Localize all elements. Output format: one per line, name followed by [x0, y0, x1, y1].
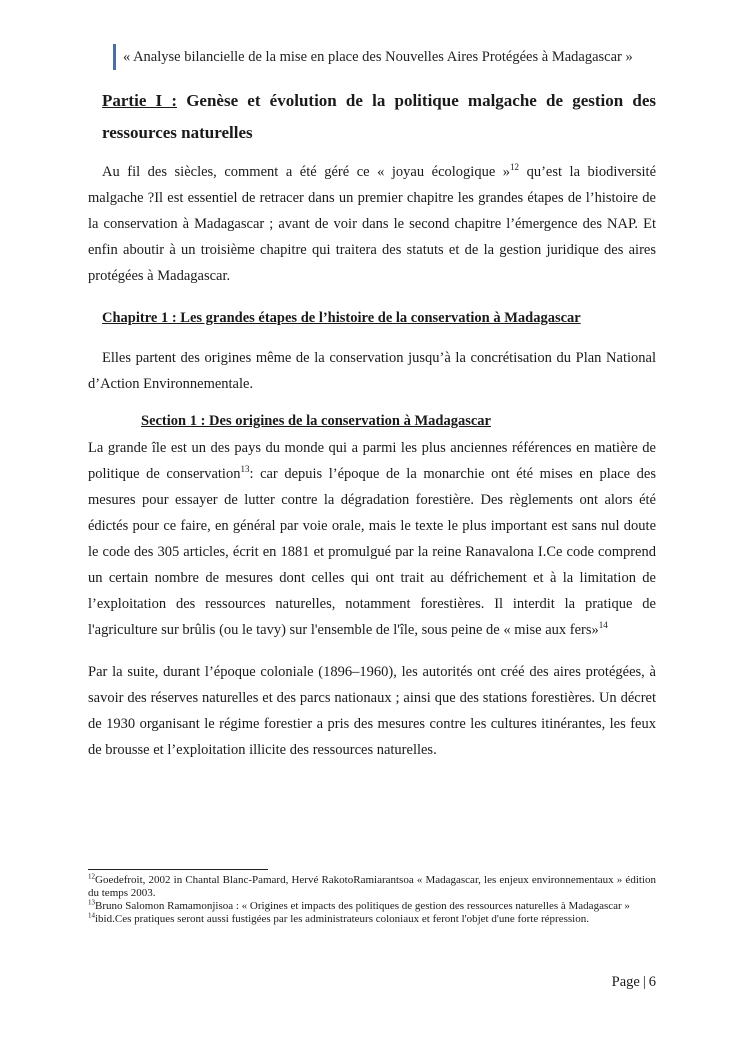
page-label: Page [611, 974, 640, 990]
intro-text-b: qu’est la biodiversité malgache ?Il est essentiel de retracer dans un premier chapitre les grandes étapes de l’histoire de la conservation à Madagascar ; avant de voir dans le second chapitre l’émergence des NAP. Et enfin aboutir à un troisième chapitre qui traitera des statuts et de la gestion juridique des aires protégées à Madagascar. [88, 164, 657, 284]
footnote [88, 874, 656, 900]
footnote-ref-14[interactable]: 14 [598, 620, 608, 631]
page-separator: | [642, 974, 646, 990]
footnote-number: 14 [88, 911, 95, 920]
intro-paragraph [88, 159, 656, 289]
footnote-number: 12 [88, 872, 95, 881]
footnote-divider [88, 869, 268, 870]
footnote [88, 900, 656, 913]
intro-text-a: Au fil des siècles, comment a été géré ce « joyau écologique » [102, 164, 511, 180]
running-header: « Analyse bilancielle de la mise en place des Nouvelles Aires Protégées à Madagascar » [113, 44, 633, 70]
page-number-footer [612, 972, 656, 992]
footnotes [88, 869, 656, 926]
part-title-text: Genèse et évolution de la politique malgache de gestion des ressources naturelles [102, 91, 656, 142]
footnote-text: Goedefroit, 2002 in Chantal Blanc-Pamard, Hervé RakotoRamiarantsoa « Madagascar, les enjeux environnementaux » édition du temps 2003. [88, 874, 656, 899]
footnote-number: 13 [88, 898, 95, 907]
footnote-ref-12[interactable]: 12 [510, 162, 520, 173]
chapter-intro: Elles partent des origines même de la conservation jusqu’à la concrétisation du Plan National d’Action Environnementale. [88, 350, 656, 392]
section-title: Section 1 : Des origines de la conservation à Madagascar [141, 413, 491, 429]
page-body [88, 85, 656, 763]
part-title [102, 85, 656, 149]
section-paragraph-1 [88, 435, 656, 643]
p1-text-b: : car depuis l’époque de la monarchie ont été mises en place des mesures pour essayer de lutter contre la dégradation forestière. Des règlements ont alors été édictés pour ce faire, en général par voie orale, mais le texte le plus important est sans nul doute le code des 305 articles, écrit en 1881 et promulgué par la reine Ranavalona I.Ce code comprend un certain nombre de mesures dont celles qui ont trait au défrichement et à la limitation de l’exploitation des ressources naturelles, notamment forestières. Il interdit la pratique de l'agriculture sur brûlis (ou le tavy) sur l'ensemble de l'île, sous peine de « mise aux fers» [88, 466, 657, 638]
footnote-text: ibid.Ces pratiques seront aussi fustigées par les administrateurs coloniaux et feront l'objet d'une forte répression. [95, 913, 589, 925]
page-number: 6 [648, 974, 656, 990]
chapter-title: Chapitre 1 : Les grandes étapes de l’histoire de la conservation à Madagascar [102, 310, 581, 326]
section-paragraph-2: Par la suite, durant l’époque coloniale (1896–1960), les autorités ont créé des aires protégées, à savoir des réserves naturelles et des parcs nationaux ; ainsi que des stations forestières. Un décret de 1930 organisant le régime forestier a pris des mesures contre les cultures itinérantes, les feux de brousse et l’exploitation illicite des ressources naturelles. [88, 664, 656, 758]
footnote-ref-13[interactable]: 13 [240, 464, 250, 475]
footnote-text: Bruno Salomon Ramamonjisoa : « Origines et impacts des politiques de gestion des ressources naturelles à Madagascar » [95, 900, 630, 912]
footnote [88, 913, 656, 926]
part-label: Partie I : [102, 91, 177, 110]
p1-text-a: La grande île est un des pays du monde qui a parmi les plus anciennes références en matière de politique de conservation [88, 440, 656, 482]
